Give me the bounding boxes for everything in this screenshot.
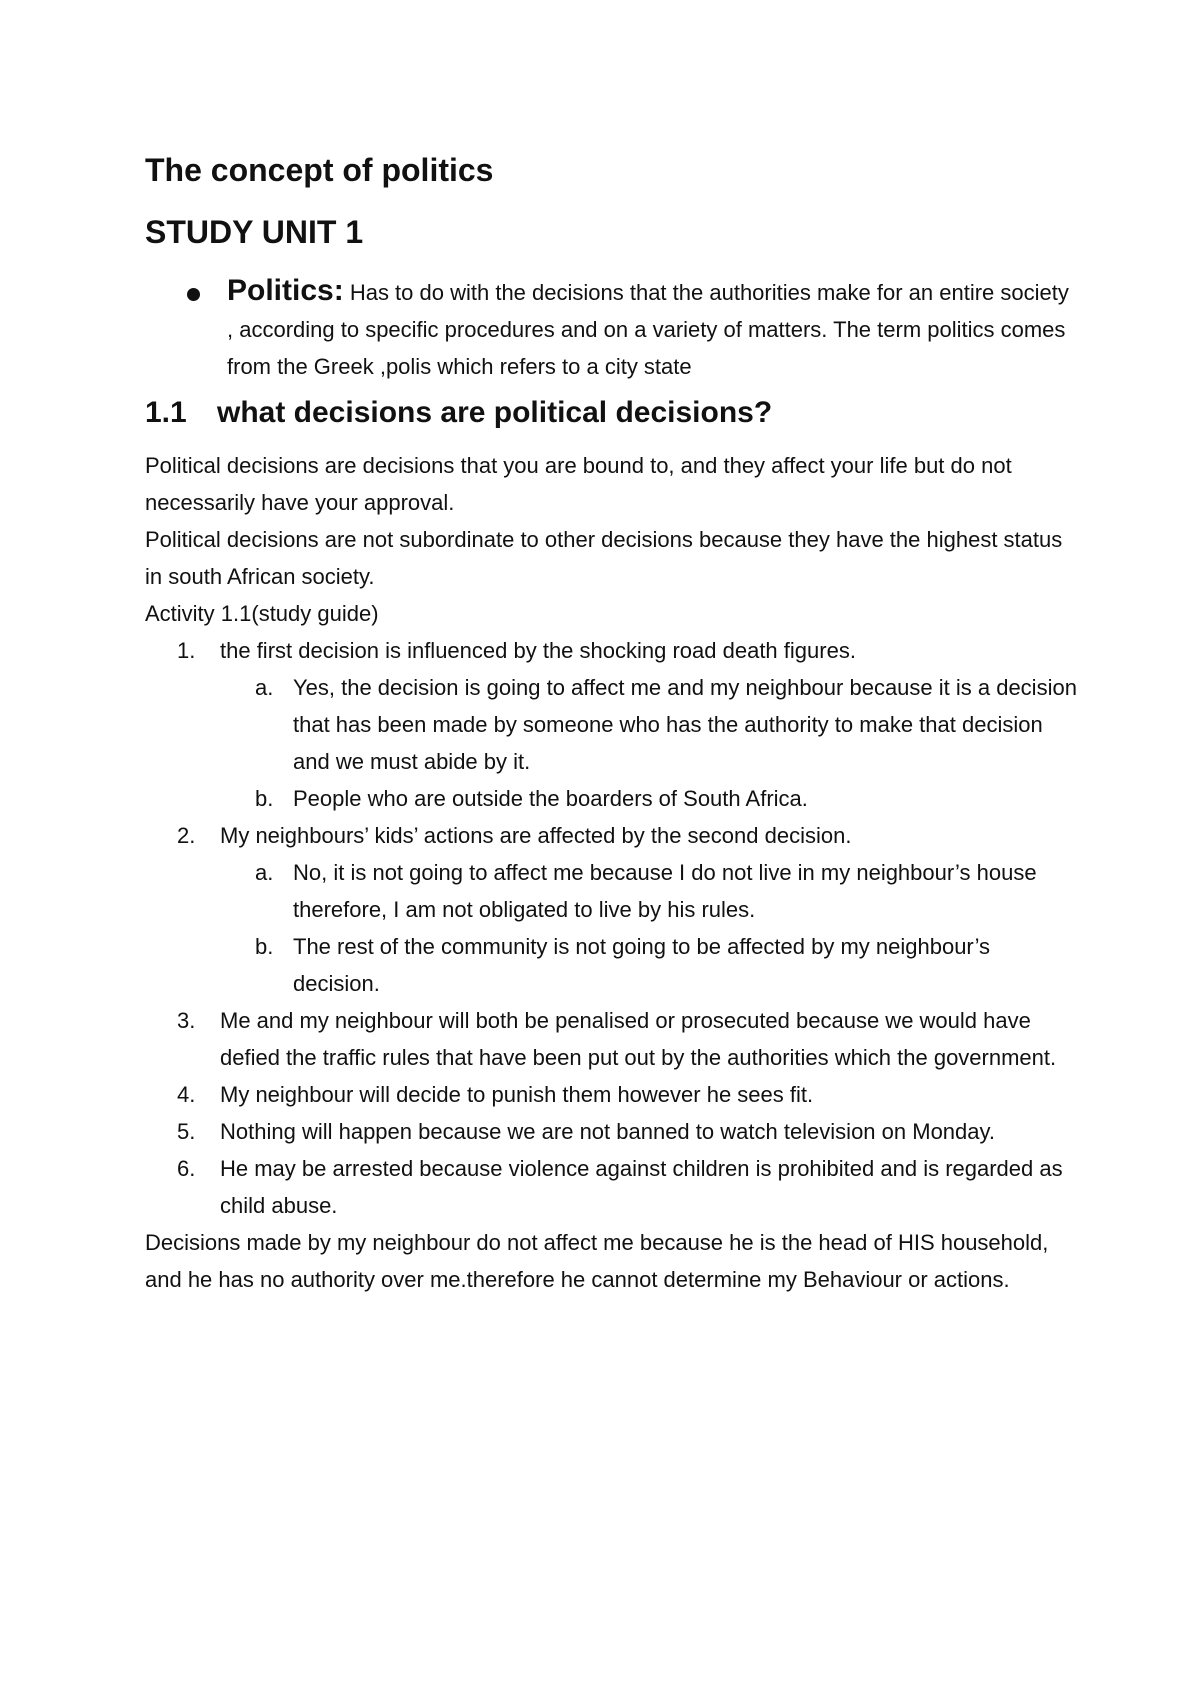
list-marker: 5.: [177, 1119, 196, 1144]
sub-list-marker: b.: [255, 786, 274, 811]
definition-term: Politics:: [227, 274, 344, 307]
list-item-text: Nothing will happen because we are not banned to watch television on Monday.: [220, 1119, 995, 1144]
list-marker: 6.: [177, 1156, 196, 1181]
list-item: [145, 1150, 1080, 1224]
list-item-text: He may be arrested because violence against children is prohibited and is regarded as child abuse.: [220, 1156, 1063, 1218]
list-item-text: My neighbour will decide to punish them however he sees fit.: [220, 1082, 814, 1107]
section-heading: [145, 391, 1080, 435]
document-title: The concept of politics: [145, 152, 494, 188]
list-marker: 4.: [177, 1082, 196, 1107]
list-item: [145, 1113, 1080, 1150]
answer-list: [145, 632, 1080, 1224]
list-marker: 3.: [177, 1008, 196, 1033]
closing-paragraph: Decisions made by my neighbour do not affect me because he is the head of HIS household, and he has no authority over me.therefore he cannot determine my Behaviour or actions.: [145, 1230, 1049, 1292]
list-item-text: the first decision is influenced by the shocking road death figures.: [220, 638, 856, 663]
list-marker: 1.: [177, 638, 196, 663]
list-marker: 2.: [177, 823, 196, 848]
list-item: [145, 1002, 1080, 1076]
sub-list-item: [220, 928, 1080, 1002]
sub-list-marker: a.: [255, 860, 274, 885]
list-item-text: My neighbours’ kids’ actions are affected by the second decision.: [220, 823, 852, 848]
definition-text: Has to do with the decisions that the authorities make for an entire society , according to specific procedures and on a variety of matters. The term politics comes from the Greek ,polis which refers to a city state: [227, 280, 1069, 379]
definition-bullet: [145, 272, 1080, 385]
sub-list-item-text: No, it is not going to affect me because I do not live in my neighbour’s house therefore, I am not obligated to live by his rules.: [293, 860, 1037, 922]
section-heading-text: what decisions are political decisions?: [217, 396, 773, 429]
paragraph: Political decisions are not subordinate to other decisions because they have the highest status in south African society.: [145, 527, 1063, 589]
sub-list-marker: b.: [255, 934, 274, 959]
sub-list-item-text: People who are outside the boarders of South Africa.: [293, 786, 808, 811]
list-item-text: Me and my neighbour will both be penalised or prosecuted because we would have defied the traffic rules that have been put out by the authorities which the government.: [220, 1008, 1057, 1070]
section-number: 1.1: [145, 396, 187, 429]
sub-list-item: [220, 669, 1080, 780]
sub-list: [220, 854, 1080, 1002]
bullet-dot-icon: [187, 288, 200, 301]
sub-list-item: [220, 854, 1080, 928]
unit-title: STUDY UNIT 1: [145, 214, 364, 250]
sub-list-item-text: The rest of the community is not going to be affected by my neighbour’s decision.: [293, 934, 991, 996]
paragraph: Political decisions are decisions that you are bound to, and they affect your life but do not necessarily have your approval.: [145, 453, 1012, 515]
activity-label: Activity 1.1(study guide): [145, 601, 379, 626]
list-item: [145, 817, 1080, 1002]
sub-list-item-text: Yes, the decision is going to affect me and my neighbour because it is a decision that has been made by someone who has the authority to make that decision and we must abide by it.: [293, 675, 1077, 774]
sub-list: [220, 669, 1080, 817]
sub-list-marker: a.: [255, 675, 274, 700]
sub-list-item: [220, 780, 1080, 817]
list-item: [145, 1076, 1080, 1113]
list-item: [145, 632, 1080, 817]
